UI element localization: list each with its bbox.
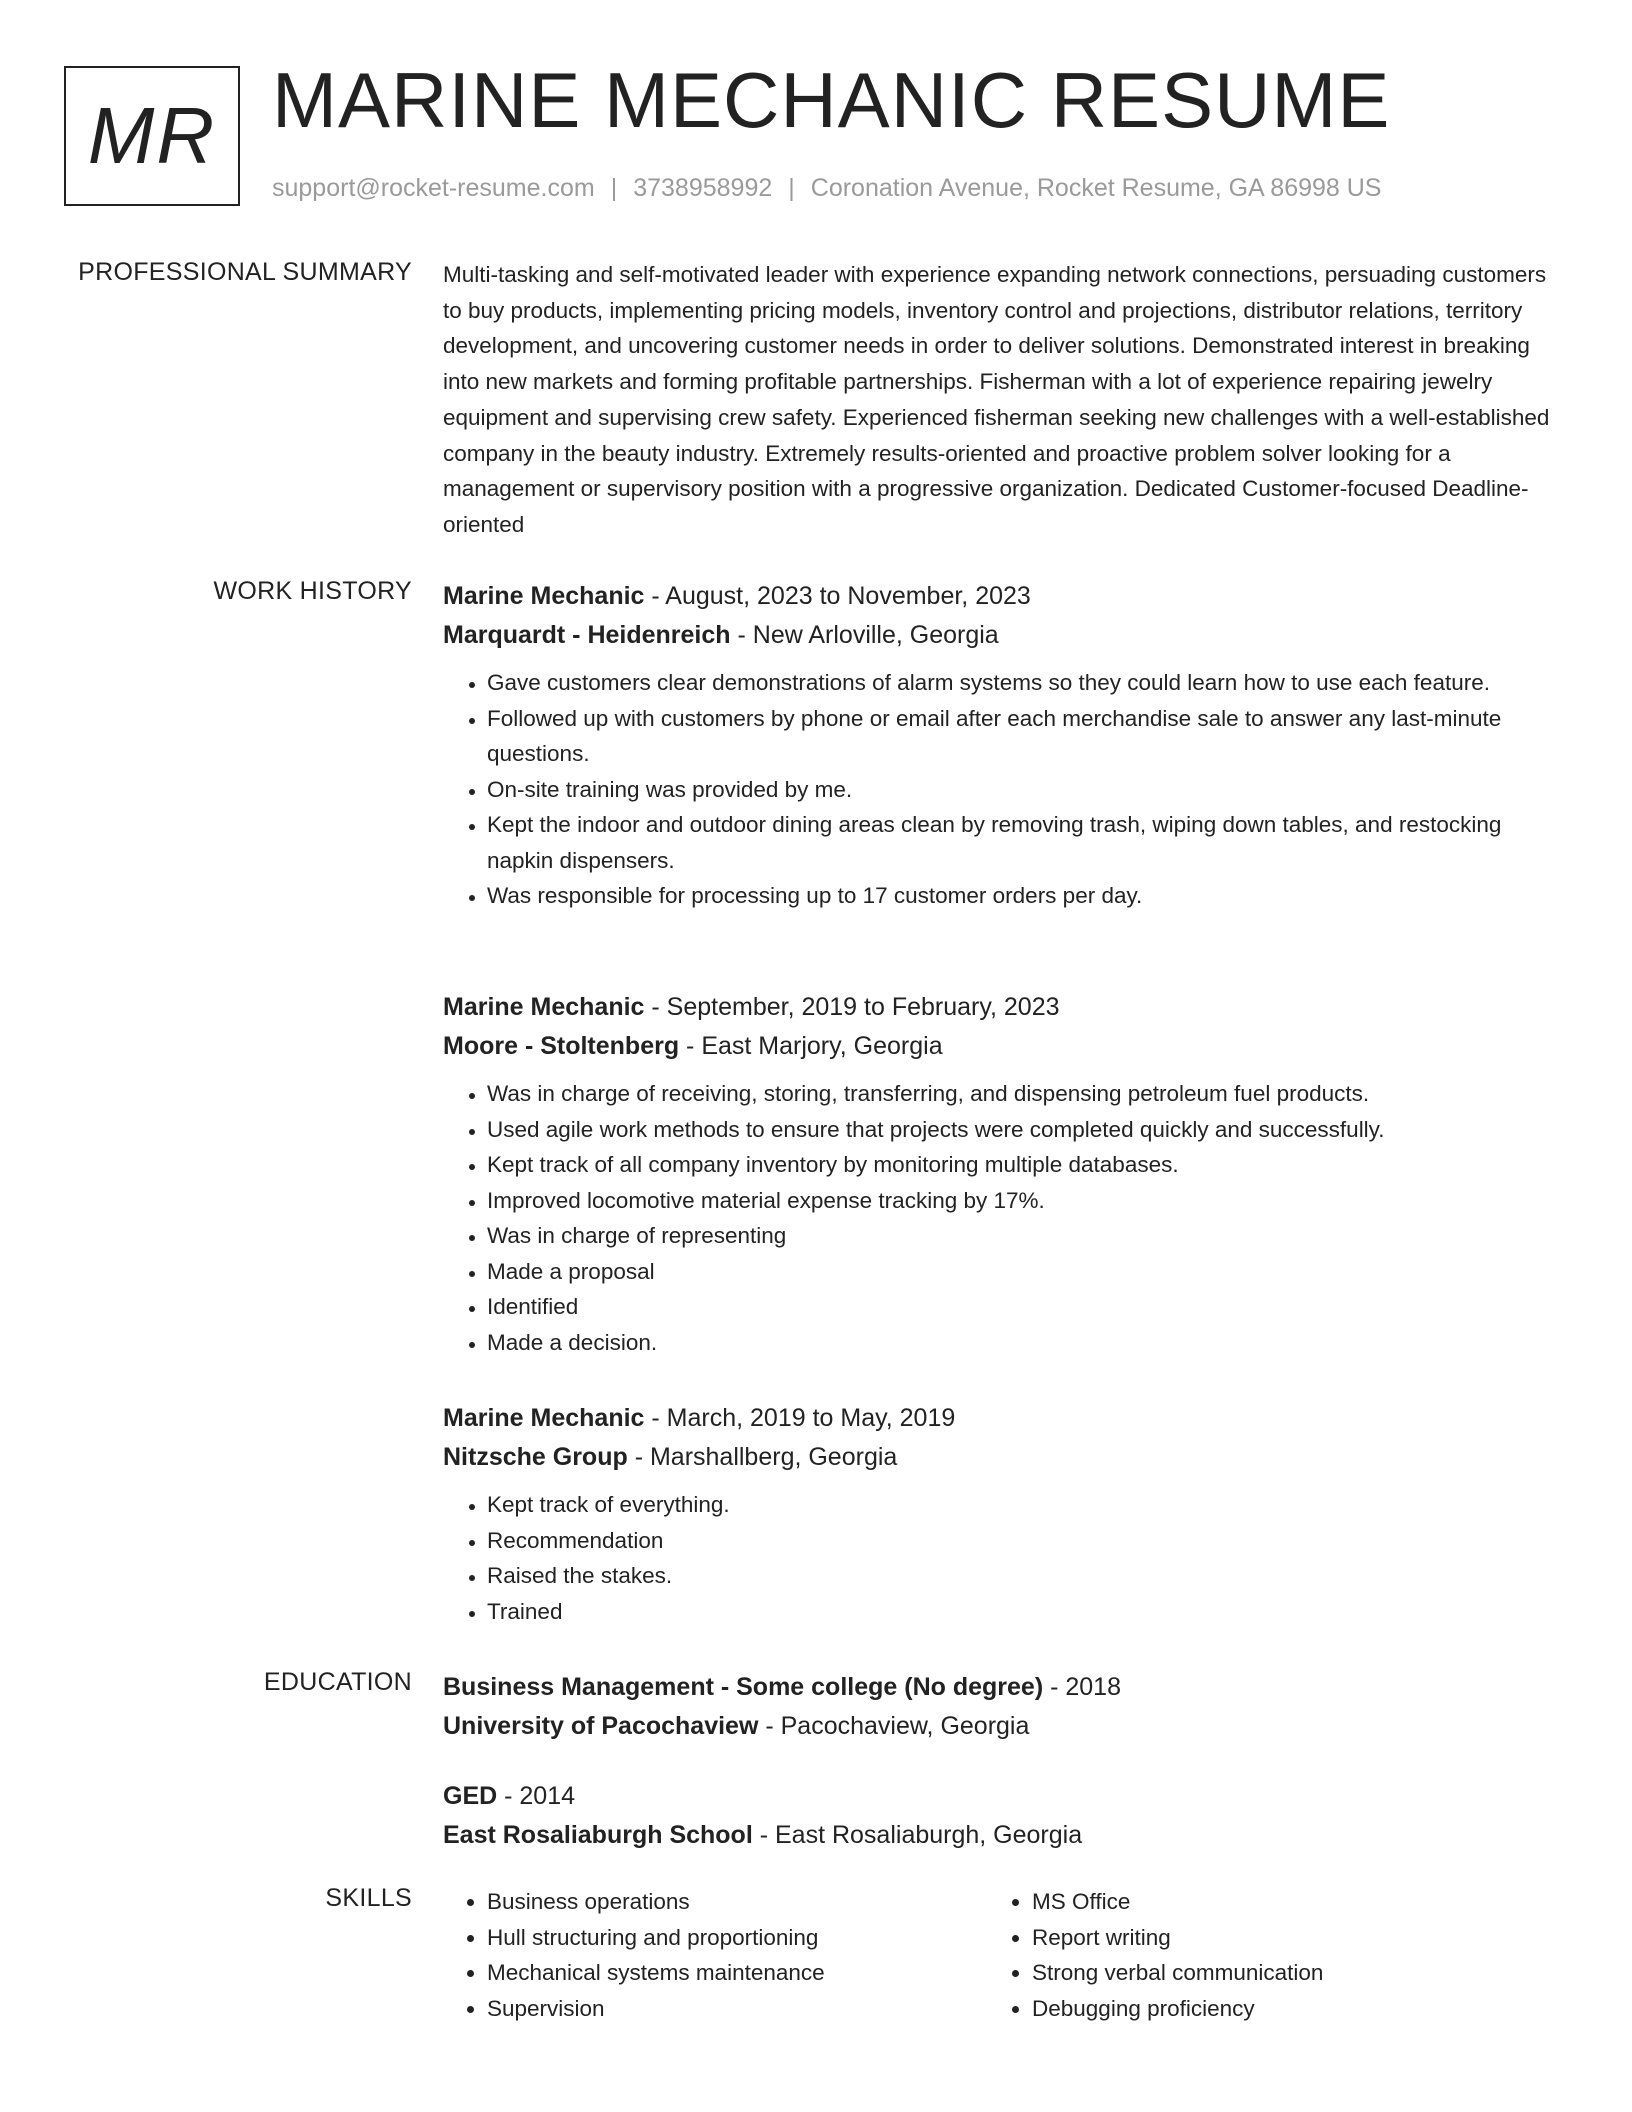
contact-separator: |	[788, 174, 795, 202]
job-title: Marine Mechanic	[443, 1404, 645, 1432]
job-location: - New Arloville, Georgia	[730, 621, 999, 649]
job-bullet: • On-site training was provided by me.	[487, 772, 1553, 808]
skill-item: • Strong verbal communication	[1032, 1955, 1323, 1991]
education-degree: GED	[443, 1782, 498, 1810]
skill-item: • Hull structuring and proportioning	[487, 1920, 825, 1956]
job-bullet: • Kept the indoor and outdoor dining areas clean by removing trash, wiping down tables, and restocking napkin dispensers.	[487, 807, 1553, 878]
job-bullet: • Made a decision.	[487, 1325, 1553, 1361]
contact-address: Coronation Avenue, Rocket Resume, GA 86998 US	[810, 174, 1382, 202]
job-bullets	[443, 1487, 1553, 1629]
skills-list	[443, 1884, 825, 2026]
job-company-line	[443, 1027, 1553, 1066]
job-title: Marine Mechanic	[443, 582, 645, 610]
skill-item: • Report writing	[1032, 1920, 1323, 1956]
education-school-line	[443, 1707, 1553, 1746]
job-bullet: • Recommendation	[487, 1523, 1553, 1559]
resume-title: MARINE MECHANIC RESUME	[272, 56, 1391, 144]
job-bullet: • Was in charge of receiving, storing, transferring, and dispensing petroleum fuel products.	[487, 1076, 1553, 1112]
job-bullet: • Improved locomotive material expense tracking by 17%.	[487, 1183, 1553, 1219]
education-degree-line	[443, 1777, 1553, 1816]
contact-separator: |	[610, 174, 618, 202]
skills-list	[988, 1884, 1323, 2026]
job-bullet: • Kept track of everything.	[487, 1487, 1553, 1523]
section-label-work-history: WORK HISTORY	[213, 577, 412, 605]
job-title-line	[443, 988, 1553, 1027]
job-bullet: • Identified	[487, 1289, 1553, 1325]
monogram-box	[64, 66, 240, 206]
skill-item: • Supervision	[487, 1991, 825, 2027]
monogram-initials: MR	[87, 91, 217, 180]
job-location: - Marshallberg, Georgia	[627, 1443, 898, 1471]
job-bullet: • Gave customers clear demonstrations of alarm systems so they could learn how to use each feature.	[487, 665, 1553, 701]
contact-email[interactable]: support@rocket-resume.com	[272, 174, 595, 202]
education-school-line	[443, 1816, 1553, 1855]
job-bullet: • Was responsible for processing up to 17 customer orders per day.	[487, 878, 1553, 914]
job-bullets	[443, 1076, 1553, 1360]
job-company: Moore - Stoltenberg	[443, 1032, 680, 1060]
education-year: - 2014	[497, 1782, 576, 1810]
job-title-line	[443, 1399, 1553, 1438]
job-dates: - September, 2019 to February, 2023	[644, 993, 1060, 1021]
contact-line	[272, 174, 1381, 203]
section-label-skills: SKILLS	[325, 1884, 412, 1912]
job-company-line	[443, 616, 1553, 655]
education-year: - 2018	[1043, 1673, 1121, 1701]
job-entry	[443, 577, 1553, 914]
job-bullets	[443, 665, 1553, 914]
education-location: - Pacochaview, Georgia	[758, 1712, 1030, 1740]
skill-item: • Business operations	[487, 1884, 825, 1920]
education-entry	[443, 1777, 1553, 1855]
skill-item: • Debugging proficiency	[1032, 1991, 1323, 2027]
education-degree-line	[443, 1668, 1553, 1707]
job-bullet: • Used agile work methods to ensure that projects were completed quickly and successfully.	[487, 1112, 1553, 1148]
education-school: University of Pacochaview	[443, 1712, 759, 1740]
job-company: Marquardt - Heidenreich	[443, 621, 731, 649]
job-bullet: • Made a proposal	[487, 1254, 1553, 1290]
section-label-education: EDUCATION	[263, 1668, 412, 1696]
summary-body	[443, 257, 1553, 543]
education-degree: Business Management - Some college (No degree)	[443, 1673, 1044, 1701]
skill-item: • MS Office	[1032, 1884, 1323, 1920]
job-bullet: • Was in charge of representing	[487, 1218, 1553, 1254]
contact-phone[interactable]: 3738958992	[633, 174, 773, 202]
education-entry	[443, 1668, 1553, 1746]
job-company-line	[443, 1438, 1553, 1477]
job-title-line	[443, 577, 1553, 616]
job-company: Nitzsche Group	[443, 1443, 628, 1471]
education-school: East Rosaliaburgh School	[443, 1821, 753, 1849]
job-dates: - August, 2023 to November, 2023	[644, 582, 1031, 610]
job-entry	[443, 1399, 1553, 1629]
section-label-summary: PROFESSIONAL SUMMARY	[78, 258, 412, 286]
skills-column-right	[988, 1884, 1323, 2026]
job-dates: - March, 2019 to May, 2019	[644, 1404, 956, 1432]
job-title: Marine Mechanic	[443, 993, 645, 1021]
job-entry	[443, 988, 1553, 1360]
job-location: - East Marjory, Georgia	[679, 1032, 943, 1060]
job-bullet: • Raised the stakes.	[487, 1558, 1553, 1594]
summary-text: Multi-tasking and self-motivated leader with experience expanding network connections, persuading customers to buy products, implementing pricing models, inventory control and projections, distributor relations, territory development, and uncovering customer needs in order to deliver solutions. Demonstrated interest in breaking into new markets and forming profitable partnerships. Fisherman with a lot of experience repairing jewelry equipment and supervising crew safety. Experienced fisherman seeking new challenges with a well-established company in the beauty industry. Extremely results-oriented and proactive problem solver looking for a management or supervisory position with a progressive organization. Dedicated Customer-focused Deadline-oriented	[443, 262, 1550, 537]
skill-item: • Mechanical systems maintenance	[487, 1955, 825, 1991]
skills-column-left	[443, 1884, 825, 2026]
job-bullet: • Followed up with customers by phone or email after each merchandise sale to answer any last-minute questions.	[487, 701, 1553, 772]
education-location: - East Rosaliaburgh, Georgia	[752, 1821, 1083, 1849]
job-bullet: • Trained	[487, 1594, 1553, 1630]
job-bullet: • Kept track of all company inventory by monitoring multiple databases.	[487, 1147, 1553, 1183]
